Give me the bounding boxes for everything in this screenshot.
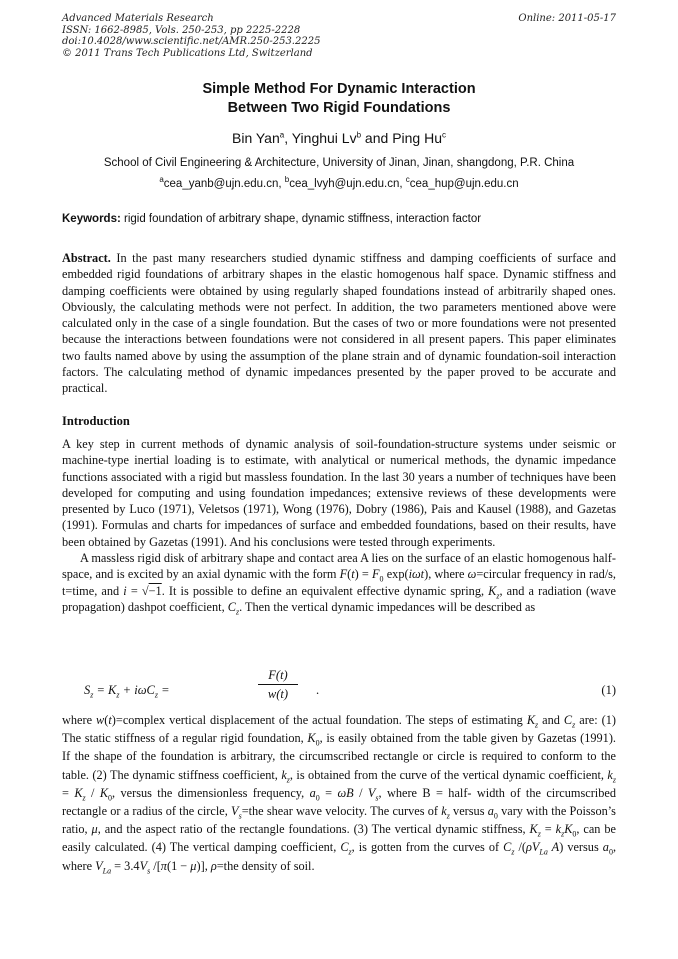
journal-header <box>62 13 616 59</box>
text-run: where <box>62 713 97 727</box>
title-line-1: Simple Method For Dynamic Interaction <box>202 81 476 97</box>
author-affil-mark: c <box>442 130 446 140</box>
email-mark: c <box>405 175 410 185</box>
email-mark: b <box>284 175 290 185</box>
text-run: =the shear wave velocity. The curves of <box>241 804 442 819</box>
math-imag-unit: i <box>123 583 127 598</box>
email-list <box>62 175 616 190</box>
email-separator: , <box>399 178 406 190</box>
copyright-line: © 2011 Trans Tech Publications Ltd, Switzerland <box>62 47 313 59</box>
text-run: and <box>538 713 564 727</box>
text-run: are: (1) The static stiffness of a regular rigid foundation, <box>62 713 616 746</box>
paragraph-after-equation: where w(t)=complex vertical displacement of the actual foundation. The steps of estimating $K_z$ and $C_z$ are: (1) The static stiffness of a regular rigid foundation, $K_0$, is easily obtained from the table given by Gazetas (1991). If the shape of the foundation is arbitrary, the circumscribed rectangle or circle is required to conform to the table. (2) The dynamic stiffness coefficient, $k_z$, is obtained from the curve of the vertical dynamic coefficient, $k_z = K_z / K_0$, versus the dimensionless frequency, $a_0 = \omega B / V_s$, where B = half- width of the circumscribed rectangle or a radius of the circle, $V_s=the$ shear wave velocity. The curves of $k_z$ versus $a_0$ vary with the Poisson’s ratio, μ, and the aspect ratio of the rectangle foundations. (3) The vertical dynamic stiffness, $K_z = k_zK_0$, can be easily calculated. (4) The vertical damping coefficient, $C_z$, is gotten from the curves of $C_z$ $/(\rho V_{La}$ A) versus $a_0$, where $V_{La} = 3.4V_s$ /[π(1 − μ)], ρ=the density of soil. <box>62 713 617 876</box>
text-run: vary with the Poisson’s ratio, <box>62 804 616 837</box>
section-heading-introduction: Introduction <box>62 414 130 428</box>
paper-title <box>62 80 616 118</box>
abstract-text: In the past many researchers studied dynamic stiffness and damping coefficients of surface and embedded rigid foundations of arbitrary shapes in the elastic homogenous half space. Dynamic stiffness and damping coefficients were obtained by using regularly shaped foundations instead of arbitrarily shaped ones. Obviously, the calculating methods were not perfect. In addition, the two parameters mentioned above were calculated only in the case of a single foundation. But the cases of two or more foundations were not presented because the interactions between foundations were not considered in all present papers. This paper eliminates two faults named above by using the assumption of the plane strain and of dynamic foundation-soil interaction factors. The calculating method of dynamic impedances presented by the paper proved to be accurate and practical. <box>62 251 616 396</box>
equation-fraction: $\frac{F(t)}{w(t)}$ <box>258 668 298 702</box>
journal-name: Advanced Materials Research <box>62 13 214 24</box>
math-kz: $K_z$ <box>488 583 500 601</box>
online-date: Online: 2011-05-17 <box>518 13 616 24</box>
equation-lhs: $S_z = K_z + i\omega C_z$ = <box>84 683 170 700</box>
email-separator: , <box>278 178 285 190</box>
affiliation: School of Civil Engineering & Architecture, University of Jinan, Jinan, shangdong, P.R. China <box>103 157 575 169</box>
keywords-text: rigid foundation of arbitrary shape, dynamic stiffness, interaction factor <box>120 213 482 225</box>
author-separator: , <box>284 130 292 146</box>
text-run: . It is possible to define an equivalent effective dynamic spring, <box>161 583 489 598</box>
author-name: Ping Hu <box>392 130 442 146</box>
text-run: , <box>204 858 211 873</box>
abstract <box>62 250 616 397</box>
doi-line: doi:10.4028/www.scientific.net/AMR.250-253.2225 <box>62 36 321 47</box>
keywords <box>62 213 616 225</box>
equation-1 <box>62 668 616 712</box>
math-omega: ω <box>467 567 477 582</box>
text-run: , and a radiation (wave propagation) dashpot coefficient, <box>62 583 616 614</box>
equation-period: . <box>316 683 320 697</box>
intro-paragraph-1: A key step in current methods of dynamic analysis of soil-foundation-structure systems under seismic or machine-type inertial loading is to estimate, with analytical or numerical methods, the dynamic impedance functions associated with a rigid but massless foundation. In the last 30 years a number of techniques have been developed for computing and using foundation impedances; extensive reviews of these developments were presented by Luco (1971), Veletsos (1971), Wong (1976), Dobry (1986), Pais and Kausel (1988), and Gazetas (1991). Formulas and charts for impedances of surface and embedded foundations, based on their results, have been obtained by Gazetas (1991). And his conclusions were tested through experiments. <box>62 437 616 549</box>
intro-paragraph-2: A massless rigid disk of arbitrary shape and contact area A lies on the surface of an elastic homogenous half-space, and is excited by an axial dynamic with the form $F(t) = F_0$ exp(iωt), where ω=circular frequency in rad/s, t=time, and i = √−1. It is possible to define an equivalent effective dynamic spring, $K_z$, and a radiation (wave propagation) dashpot coefficient, $C_z$. Then the vertical dynamic impedances will be described as <box>62 551 617 617</box>
author-affil-mark: b <box>356 130 362 140</box>
author-name: Yinghui Lv <box>291 130 357 146</box>
email-address: cea_lvyh@ujn.edu.cn <box>289 178 400 190</box>
text-run: versus <box>449 804 488 819</box>
keywords-label: Keywords: <box>62 213 121 225</box>
text-run: . Then the vertical dynamic impedances will be described as <box>239 599 536 614</box>
text-run: , versus the dimensionless frequency, <box>112 785 310 800</box>
text-run: , where <box>62 840 617 873</box>
math-force: F <box>339 567 348 582</box>
text-run: , where B = half- width of the circumscribed rectangle or a radius of the circle, <box>62 785 616 819</box>
email-address: cea_yanb@ujn.edu.cn <box>163 178 279 190</box>
text-run: =complex vertical displacement of the actual foundation. The steps of estimating <box>115 713 527 727</box>
text-run: , and the aspect ratio of the rectangle foundations. (3) The vertical dynamic stiffness, <box>97 822 530 837</box>
text-run: , can be easily calculated. (4) The vertical damping coefficient, <box>62 822 616 855</box>
abstract-label: Abstract. <box>62 251 111 265</box>
introduction-body <box>62 436 616 615</box>
equation-number: (1) <box>601 683 616 697</box>
title-line-2: Between Two Rigid Foundations <box>227 100 451 116</box>
email-mark: a <box>159 175 164 185</box>
issn-line: ISSN: 1662-8985, Vols. 250-253, pp 2225-2228 <box>62 24 301 36</box>
email-address: cea_hup@ujn.edu.cn <box>409 178 519 190</box>
text-run: , is gotten from the curves of <box>351 840 504 855</box>
text-run: , is easily obtained from the table given by Gazetas (1991). If the shape of the foundation is arbitrary, the circumscribed rectangle or circle is required to conform to the table. (2) The dynamic stiffness coefficient, <box>62 731 616 782</box>
author-affil-mark: a <box>279 130 285 140</box>
author-list <box>62 130 616 146</box>
text-run: A massless rigid disk of arbitrary shape and contact area A lies on the surface of an elastic homogenous half-space, and is excited by an axial dynamic with the form <box>62 551 616 582</box>
text-run: versus <box>563 840 603 855</box>
text-run: , where <box>428 567 468 582</box>
math-cz: $C_z$ <box>227 599 240 617</box>
author-separator: and <box>361 130 393 146</box>
text-run: =circular frequency in rad/s, t=time, and <box>62 567 617 598</box>
text-run: =the density of soil. <box>216 858 315 873</box>
author-name: Bin Yan <box>232 130 280 146</box>
text-run: , is obtained from the curve of the vertical dynamic coefficient, <box>289 767 608 782</box>
